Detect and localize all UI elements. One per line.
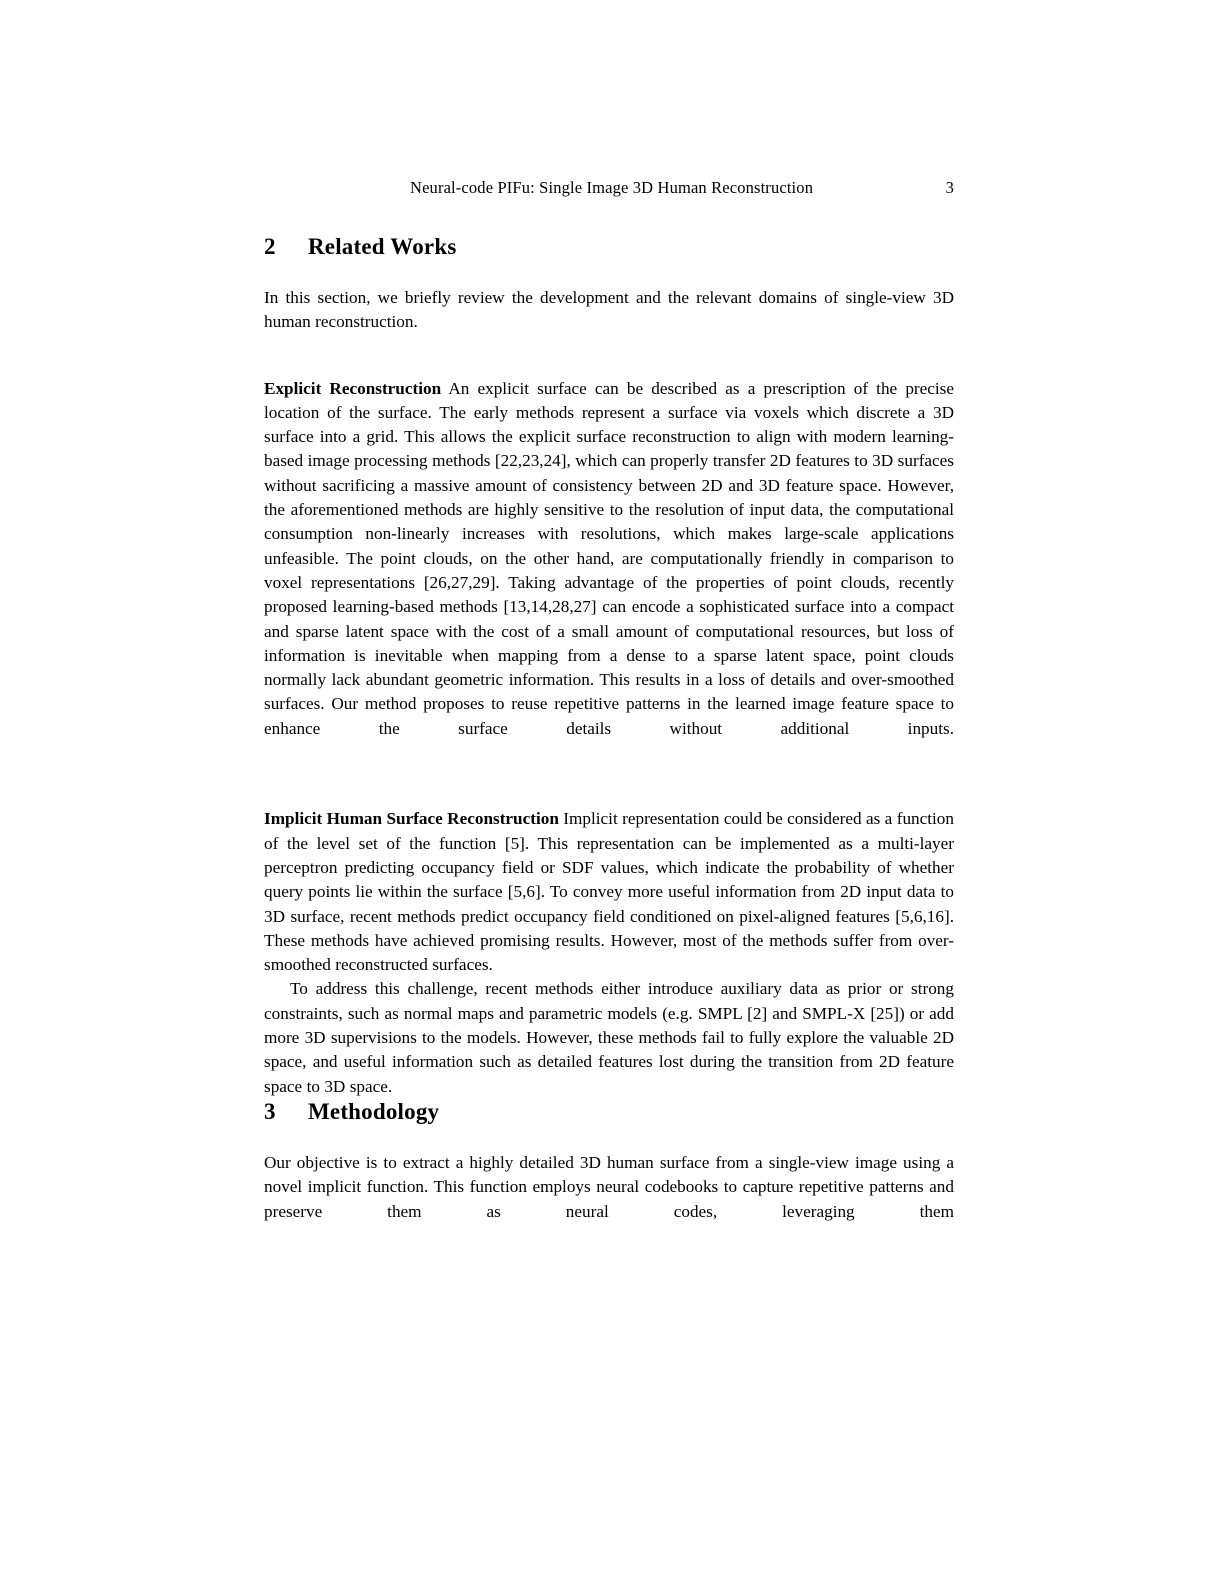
running-header-title: Neural-code PIFu: Single Image 3D Human Reconstruction xyxy=(410,178,814,197)
section-number: 2 xyxy=(264,234,276,259)
paragraph-text-implicit-human-surface-reconstruction: Implicit representation could be considered as a function of the level set of the function [5]. This representation can be implemented as a multi-layer perceptron predicting occupancy field or SDF values, which indicate the probability of whether query points lie within the surface [5,6]. To convey more useful information from 2D input data to 3D surface, recent methods predict occupancy field conditioned on pixel-aligned features [5,6,16]. These methods have achieved promising results. However, most of the methods suffer from over-smoothed reconstructed surfaces. xyxy=(264,809,954,975)
section-intro-paragraph: In this section, we briefly review the development and the relevant domains of single-view 3D human reconstruction. xyxy=(264,288,954,332)
paragraph-text-explicit-reconstruction: An explicit surface can be described as a prescription of the precise location of the surface. The early methods represent a surface via voxels which discrete a 3D surface into a grid. This allows the explicit surface reconstruction to align with modern learning-based image processing methods [22,23,24], which can properly transfer 2D features to 3D surfaces without sacrificing a massive amount of consistency between 2D and 3D feature space. However, the aforementioned methods are highly sensitive to the resolution of input data, the computational consumption non-linearly increases with resolutions, which makes large-scale applications unfeasible. The point clouds, on the other hand, are computationally friendly in comparison to voxel representations [26,27,29]. Taking advantage of the properties of point clouds, recently proposed learning-based methods [13,14,28,27] can encode a sophisticated surface into a compact and sparse latent space with the cost of a small amount of computational resources, but loss of information is inevitable when mapping from a dense to a sparse latent space, point clouds normally lack abundant geometric information. This results in a loss of details and over-smoothed surfaces. Our method proposes to reuse repetitive patterns in the learned image feature space to enhance the surface details without additional inputs. xyxy=(264,378,954,738)
section-heading-related-works xyxy=(264,234,954,260)
page-content xyxy=(264,178,954,1248)
paragraph-implicit-human-surface-reconstruction xyxy=(264,807,954,977)
section-title: Methodology xyxy=(308,1098,440,1124)
section-heading-methodology xyxy=(264,1099,954,1125)
section-number: 3 xyxy=(264,1098,276,1124)
paragraph-lead-explicit-reconstruction: Explicit Reconstruction xyxy=(264,378,442,398)
paragraph-to-address-challenge: To address this challenge, recent methods either introduce auxiliary data as prior or strong constraints, such as normal maps and parametric models (e.g. SMPL [2] and SMPL-X [25]) or add more 3D supervisions to the models. However, these methods fail to fully explore the valuable 2D space, and useful information such as detailed features lost during the transition from 2D feature space to 3D space. xyxy=(264,979,954,1096)
paragraph-methodology-intro: Our objective is to extract a highly detailed 3D human surface from a single-view image using a novel implicit function. This function employs neural codebooks to capture repetitive patterns and preserve them as neural codes, leveraging them xyxy=(264,1152,954,1221)
running-header xyxy=(264,178,954,198)
paragraph-explicit-reconstruction xyxy=(264,377,954,766)
page-number: 3 xyxy=(945,178,954,197)
paragraph-lead-implicit-human-surface-reconstruction: Implicit Human Surface Reconstruction xyxy=(264,809,559,829)
section-title: Related Works xyxy=(308,234,457,259)
